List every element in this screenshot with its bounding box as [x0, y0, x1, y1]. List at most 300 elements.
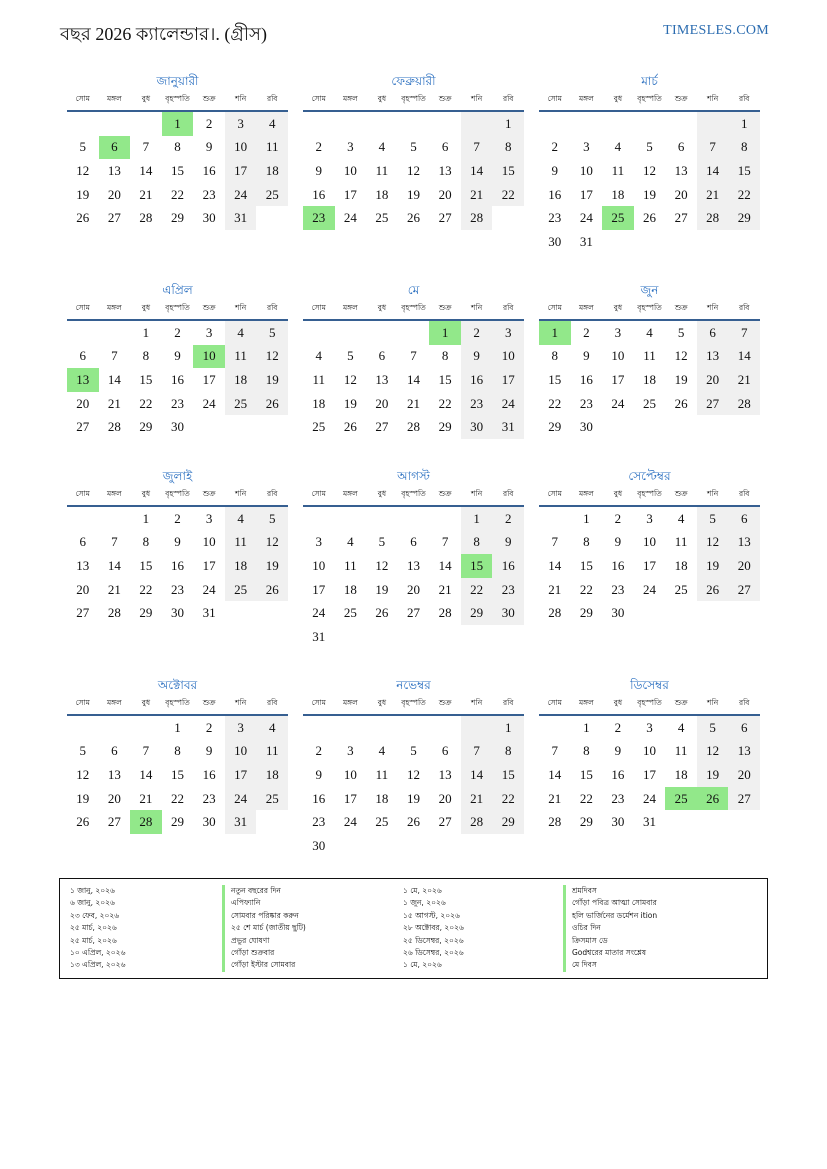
day-grid: [303, 112, 524, 230]
empty-cell: [130, 716, 162, 740]
day-cell: 3: [646, 510, 653, 526]
day-cell: 17: [343, 186, 357, 202]
day-cell: 23: [611, 581, 625, 597]
day-cell: 5: [410, 139, 417, 155]
day-cell: 18: [256, 159, 288, 183]
weekday-label: বুধ: [141, 94, 151, 103]
empty-cell: [335, 716, 367, 740]
month-name: অক্টোবর: [157, 678, 198, 692]
day-cell: 27: [107, 814, 121, 830]
day-cell: 12: [256, 531, 288, 555]
day-cell: 27: [76, 419, 90, 435]
holiday-name: ২৫ শে মার্চ (জাতীয় ছুটি): [222, 922, 306, 934]
day-cell: 9: [461, 345, 493, 369]
day-cell: 11: [643, 348, 656, 364]
holiday-day: 28: [130, 810, 162, 834]
day-cell: 9: [174, 348, 181, 364]
day-cell: 31: [225, 206, 257, 230]
holiday-date: ১ মে, ২০২৬: [403, 960, 442, 970]
day-cell: 14: [548, 557, 562, 573]
holiday-day: 1: [162, 112, 194, 136]
day-cell: 29: [139, 419, 153, 435]
day-cell: 22: [139, 395, 153, 411]
day-cell: 4: [677, 719, 685, 735]
day-cell: 22: [492, 183, 524, 207]
day-cell: 17: [343, 790, 357, 806]
day-cell: 7: [142, 139, 150, 155]
empty-cell: [99, 112, 131, 136]
day-cell: 19: [343, 395, 357, 411]
weekday-header: [539, 90, 760, 112]
day-cell: 11: [225, 345, 257, 369]
day-cell: 9: [492, 531, 524, 555]
day-cell: 24: [225, 787, 257, 811]
day-cell: 1: [492, 716, 524, 740]
empty-cell: [303, 716, 335, 740]
day-cell: 27: [107, 210, 121, 226]
day-cell: 30: [170, 419, 184, 435]
day-cell: 29: [579, 605, 593, 621]
brand-link[interactable]: TIMESLES.COM: [663, 23, 769, 38]
day-cell: 17: [492, 368, 524, 392]
day-cell: 5: [79, 743, 87, 759]
month-calendar: [539, 72, 760, 254]
weekday-header: [539, 694, 760, 716]
weekday-label: সোম: [547, 489, 562, 498]
day-cell: 29: [438, 419, 452, 435]
weekday-label: মঙ্গল: [343, 94, 358, 103]
holiday-day: 13: [67, 368, 99, 392]
day-cell: 16: [170, 557, 184, 573]
day-cell: 2: [614, 719, 622, 735]
day-cell: 8: [583, 534, 590, 550]
weekday-label: শুক্র: [674, 489, 688, 498]
day-cell: 19: [642, 186, 656, 202]
weekday-label: বৃহস্পতি: [637, 94, 662, 103]
holiday-list: [59, 878, 768, 979]
weekday-header: [303, 694, 524, 716]
month-calendar: [67, 72, 288, 230]
day-cell: 19: [375, 581, 389, 597]
weekday-label: সোম: [75, 698, 90, 707]
month-calendar: [303, 676, 524, 858]
day-cell: 8: [492, 740, 524, 764]
weekday-label: শনি: [235, 698, 247, 707]
holiday-date: ২৮ অক্টোবর, ২০২৬: [403, 923, 464, 933]
day-cell: 29: [461, 601, 493, 625]
weekday-header: [303, 299, 524, 321]
day-cell: 15: [139, 371, 153, 387]
weekday-label: সোম: [311, 489, 326, 498]
empty-cell: [398, 112, 430, 136]
day-cell: 25: [674, 581, 688, 597]
day-cell: 26: [406, 210, 420, 226]
empty-cell: [303, 321, 335, 345]
day-cell: 17: [312, 581, 326, 597]
day-cell: 20: [375, 395, 389, 411]
day-cell: 22: [170, 790, 184, 806]
day-cell: 17: [579, 186, 593, 202]
day-cell: 20: [76, 395, 90, 411]
day-cell: 5: [646, 139, 653, 155]
day-cell: 19: [406, 790, 420, 806]
day-cell: 1: [142, 510, 150, 526]
day-cell: 22: [492, 787, 524, 811]
empty-cell: [335, 321, 367, 345]
day-cell: 5: [79, 139, 87, 155]
weekday-label: রবি: [503, 303, 514, 312]
weekday-label: রবি: [267, 698, 278, 707]
day-cell: 18: [674, 557, 688, 573]
day-cell: 30: [492, 601, 524, 625]
day-cell: 19: [76, 790, 90, 806]
day-cell: 13: [375, 371, 389, 387]
day-cell: 21: [139, 186, 153, 202]
day-cell: 5: [410, 743, 417, 759]
day-cell: 14: [548, 766, 562, 782]
day-cell: 23: [492, 578, 524, 602]
day-cell: 5: [256, 321, 288, 345]
day-cell: 21: [406, 395, 420, 411]
day-cell: 30: [312, 837, 326, 853]
day-cell: 3: [205, 324, 213, 340]
day-cell: 21: [697, 183, 729, 207]
day-cell: 13: [728, 740, 760, 764]
day-cell: 23: [611, 790, 625, 806]
day-cell: 17: [611, 371, 625, 387]
holiday-name: গোঁড়া শুক্রবার: [222, 947, 306, 959]
day-cell: 19: [256, 368, 288, 392]
day-cell: 24: [579, 210, 593, 226]
holiday-name: গোঁড়া পবিত্র আত্মা সোমবার: [563, 897, 657, 909]
day-cell: 12: [697, 531, 729, 555]
day-cell: 18: [674, 766, 688, 782]
day-cell: 8: [551, 348, 559, 364]
weekday-label: রবি: [503, 489, 514, 498]
day-cell: 29: [170, 814, 184, 830]
day-cell: 31: [312, 628, 326, 644]
holiday-name: Godশ্বরের মাতার সংশ্লেষ: [563, 947, 657, 959]
day-cell: 3: [347, 139, 354, 155]
month-calendar: [303, 72, 524, 230]
weekday-label: শনি: [707, 698, 719, 707]
weekday-label: বুধ: [377, 489, 387, 498]
day-cell: 15: [170, 766, 184, 782]
weekday-label: বুধ: [377, 698, 387, 707]
empty-cell: [571, 112, 603, 136]
day-cell: 17: [225, 159, 257, 183]
holiday-name: মে দিবস: [563, 959, 657, 971]
day-cell: 16: [202, 162, 216, 178]
weekday-label: মঙ্গল: [107, 303, 122, 312]
day-cell: 4: [225, 321, 257, 345]
day-cell: 18: [642, 371, 656, 387]
day-cell: 23: [170, 581, 184, 597]
day-cell: 10: [225, 136, 257, 160]
holiday-date: ১ মে, ২০২৬: [403, 886, 442, 895]
day-cell: 12: [642, 162, 656, 178]
day-cell: 6: [79, 534, 87, 550]
weekday-label: শনি: [235, 489, 247, 498]
empty-cell: [99, 507, 131, 531]
day-cell: 6: [378, 348, 386, 364]
day-cell: 2: [205, 115, 213, 131]
empty-cell: [99, 716, 131, 740]
day-cell: 29: [579, 814, 593, 830]
day-cell: 25: [375, 814, 389, 830]
weekday-label: বুধ: [141, 698, 151, 707]
weekday-label: বৃহস্পতি: [165, 489, 190, 498]
day-grid: [539, 321, 760, 439]
holiday-date: ১০ এপ্রিল, ২০২৬: [70, 947, 126, 957]
day-cell: 10: [343, 162, 357, 178]
day-cell: 23: [312, 814, 326, 830]
day-cell: 12: [674, 348, 688, 364]
day-cell: 25: [256, 787, 288, 811]
day-cell: 28: [438, 605, 452, 621]
day-cell: 8: [492, 136, 524, 160]
month-name: সেপ্টেম্বর: [628, 469, 671, 483]
day-cell: 3: [205, 510, 213, 526]
weekday-header: [539, 299, 760, 321]
day-grid: [67, 507, 288, 625]
day-cell: 2: [614, 510, 622, 526]
day-grid: [67, 716, 288, 834]
day-cell: 25: [375, 210, 389, 226]
day-cell: 11: [256, 740, 288, 764]
day-cell: 18: [375, 790, 389, 806]
day-cell: 13: [438, 766, 452, 782]
day-cell: 16: [579, 371, 593, 387]
weekday-header: [539, 485, 760, 507]
day-cell: 6: [79, 348, 87, 364]
day-cell: 19: [674, 371, 688, 387]
holiday-day: 10: [193, 345, 225, 369]
weekday-label: শুক্র: [438, 698, 452, 707]
weekday-header: [67, 90, 288, 112]
page-title: বছর 2026 ক্যালেন্ডার।. (গ্রীস): [60, 24, 267, 44]
day-cell: 9: [614, 743, 622, 759]
day-cell: 15: [579, 557, 593, 573]
month-calendar: [539, 676, 760, 834]
day-cell: 4: [256, 112, 288, 136]
day-cell: 14: [438, 557, 452, 573]
day-cell: 8: [461, 531, 493, 555]
day-cell: 2: [174, 324, 181, 340]
day-cell: 16: [492, 554, 524, 578]
day-cell: 23: [202, 186, 216, 202]
month-calendar: [67, 467, 288, 625]
holiday-date: ২৫ ডিসেম্বর, ২০২৬: [403, 935, 464, 945]
day-grid: [539, 112, 760, 254]
weekday-label: শনি: [707, 489, 719, 498]
weekday-header: [67, 694, 288, 716]
weekday-header: [303, 90, 524, 112]
day-grid: [67, 112, 288, 230]
day-cell: 11: [225, 531, 257, 555]
day-grid: [539, 716, 760, 834]
day-cell: 9: [315, 766, 323, 782]
empty-cell: [67, 716, 99, 740]
weekday-label: শুক্র: [202, 698, 216, 707]
weekday-label: বুধ: [613, 489, 623, 498]
day-cell: 19: [406, 186, 420, 202]
day-cell: 23: [548, 210, 562, 226]
day-cell: 5: [256, 507, 288, 531]
weekday-label: শনি: [235, 303, 247, 312]
weekday-label: বৃহস্পতি: [401, 303, 426, 312]
day-cell: 27: [76, 605, 90, 621]
day-cell: 30: [170, 605, 184, 621]
weekday-header: [67, 485, 288, 507]
day-cell: 12: [375, 557, 389, 573]
day-cell: 10: [579, 162, 593, 178]
day-cell: 8: [441, 348, 449, 364]
day-cell: 18: [225, 368, 257, 392]
weekday-label: বৃহস্পতি: [637, 303, 662, 312]
weekday-label: রবি: [267, 303, 278, 312]
day-cell: 7: [551, 534, 559, 550]
weekday-label: মঙ্গল: [579, 303, 594, 312]
day-cell: 28: [728, 392, 760, 416]
day-cell: 12: [406, 766, 420, 782]
weekday-label: বৃহস্পতি: [165, 698, 190, 707]
day-cell: 4: [646, 324, 653, 340]
day-cell: 14: [461, 763, 493, 787]
day-cell: 4: [378, 743, 386, 759]
day-cell: 1: [583, 719, 590, 735]
day-cell: 28: [697, 206, 729, 230]
empty-cell: [429, 112, 461, 136]
empty-cell: [67, 112, 99, 136]
day-cell: 6: [410, 534, 417, 550]
day-cell: 2: [551, 139, 559, 155]
day-cell: 28: [461, 810, 493, 834]
day-cell: 7: [142, 743, 150, 759]
weekday-label: বৃহস্পতি: [401, 489, 426, 498]
day-cell: 16: [461, 368, 493, 392]
empty-cell: [67, 321, 99, 345]
day-cell: 5: [697, 507, 729, 531]
day-cell: 25: [343, 605, 357, 621]
empty-cell: [67, 507, 99, 531]
weekday-label: মঙ্গল: [343, 489, 358, 498]
weekday-label: মঙ্গল: [579, 489, 594, 498]
day-cell: 10: [611, 348, 625, 364]
day-cell: 3: [315, 534, 323, 550]
day-cell: 22: [461, 578, 493, 602]
holiday-day: 6: [99, 136, 131, 160]
day-cell: 27: [375, 419, 389, 435]
day-cell: 10: [492, 345, 524, 369]
day-cell: 30: [202, 210, 216, 226]
weekday-label: সোম: [75, 303, 90, 312]
holiday-name: ওচির দিন: [563, 922, 657, 934]
day-cell: 19: [256, 554, 288, 578]
month-name: মার্চ: [641, 74, 658, 88]
weekday-label: মঙ্গল: [579, 94, 594, 103]
day-cell: 18: [225, 554, 257, 578]
day-cell: 26: [375, 605, 389, 621]
day-cell: 31: [579, 233, 593, 249]
day-cell: 22: [579, 790, 593, 806]
weekday-label: সোম: [547, 698, 562, 707]
day-cell: 4: [614, 139, 622, 155]
weekday-label: শনি: [471, 489, 483, 498]
day-cell: 2: [205, 719, 213, 735]
day-cell: 15: [139, 557, 153, 573]
day-cell: 12: [76, 766, 90, 782]
day-cell: 21: [107, 395, 121, 411]
day-cell: 14: [697, 159, 729, 183]
weekday-label: সোম: [311, 94, 326, 103]
holiday-name: গোঁড়া ইস্টার সোমবার: [222, 959, 306, 971]
weekday-label: বুধ: [613, 698, 623, 707]
day-cell: 15: [438, 371, 452, 387]
weekday-label: বৃহস্পতি: [637, 698, 662, 707]
day-cell: 23: [202, 790, 216, 806]
weekday-label: শনি: [471, 94, 483, 103]
holiday-date: ২৫ মার্চ, ২০২৬: [70, 923, 117, 933]
day-cell: 6: [728, 716, 760, 740]
weekday-label: রবি: [739, 489, 750, 498]
day-cell: 21: [728, 368, 760, 392]
day-cell: 26: [256, 392, 288, 416]
day-cell: 27: [438, 814, 452, 830]
day-cell: 16: [548, 186, 562, 202]
empty-cell: [303, 507, 335, 531]
day-cell: 8: [142, 534, 150, 550]
day-cell: 18: [611, 186, 625, 202]
day-cell: 7: [410, 348, 417, 364]
day-cell: 10: [312, 557, 326, 573]
empty-cell: [429, 507, 461, 531]
day-cell: 9: [551, 162, 559, 178]
day-cell: 7: [461, 136, 493, 160]
empty-cell: [429, 716, 461, 740]
day-cell: 13: [107, 766, 121, 782]
day-cell: 9: [205, 139, 213, 155]
day-cell: 27: [438, 210, 452, 226]
day-cell: 17: [642, 766, 656, 782]
day-cell: 8: [583, 743, 590, 759]
day-cell: 4: [225, 507, 257, 531]
day-cell: 13: [76, 557, 90, 573]
day-cell: 2: [315, 139, 323, 155]
day-cell: 3: [614, 324, 622, 340]
day-cell: 30: [611, 814, 625, 830]
day-cell: 16: [312, 186, 326, 202]
holiday-date: ৬ জানু, ২০২৬: [70, 898, 115, 908]
day-cell: 26: [674, 395, 688, 411]
day-cell: 20: [728, 554, 760, 578]
weekday-label: বৃহস্পতি: [165, 303, 190, 312]
day-cell: 25: [256, 183, 288, 207]
day-cell: 11: [674, 534, 688, 550]
day-cell: 17: [202, 557, 216, 573]
day-cell: 1: [583, 510, 590, 526]
day-cell: 30: [461, 415, 493, 439]
day-cell: 7: [551, 743, 559, 759]
day-grid: [539, 507, 760, 625]
empty-cell: [539, 716, 571, 740]
holiday-name: সোমবার পরিষ্কার করুন: [222, 910, 306, 922]
day-cell: 6: [728, 507, 760, 531]
day-cell: 27: [674, 210, 688, 226]
weekday-label: বৃহস্পতি: [165, 94, 190, 103]
weekday-label: শুক্র: [202, 489, 216, 498]
weekday-label: শুক্র: [674, 303, 688, 312]
